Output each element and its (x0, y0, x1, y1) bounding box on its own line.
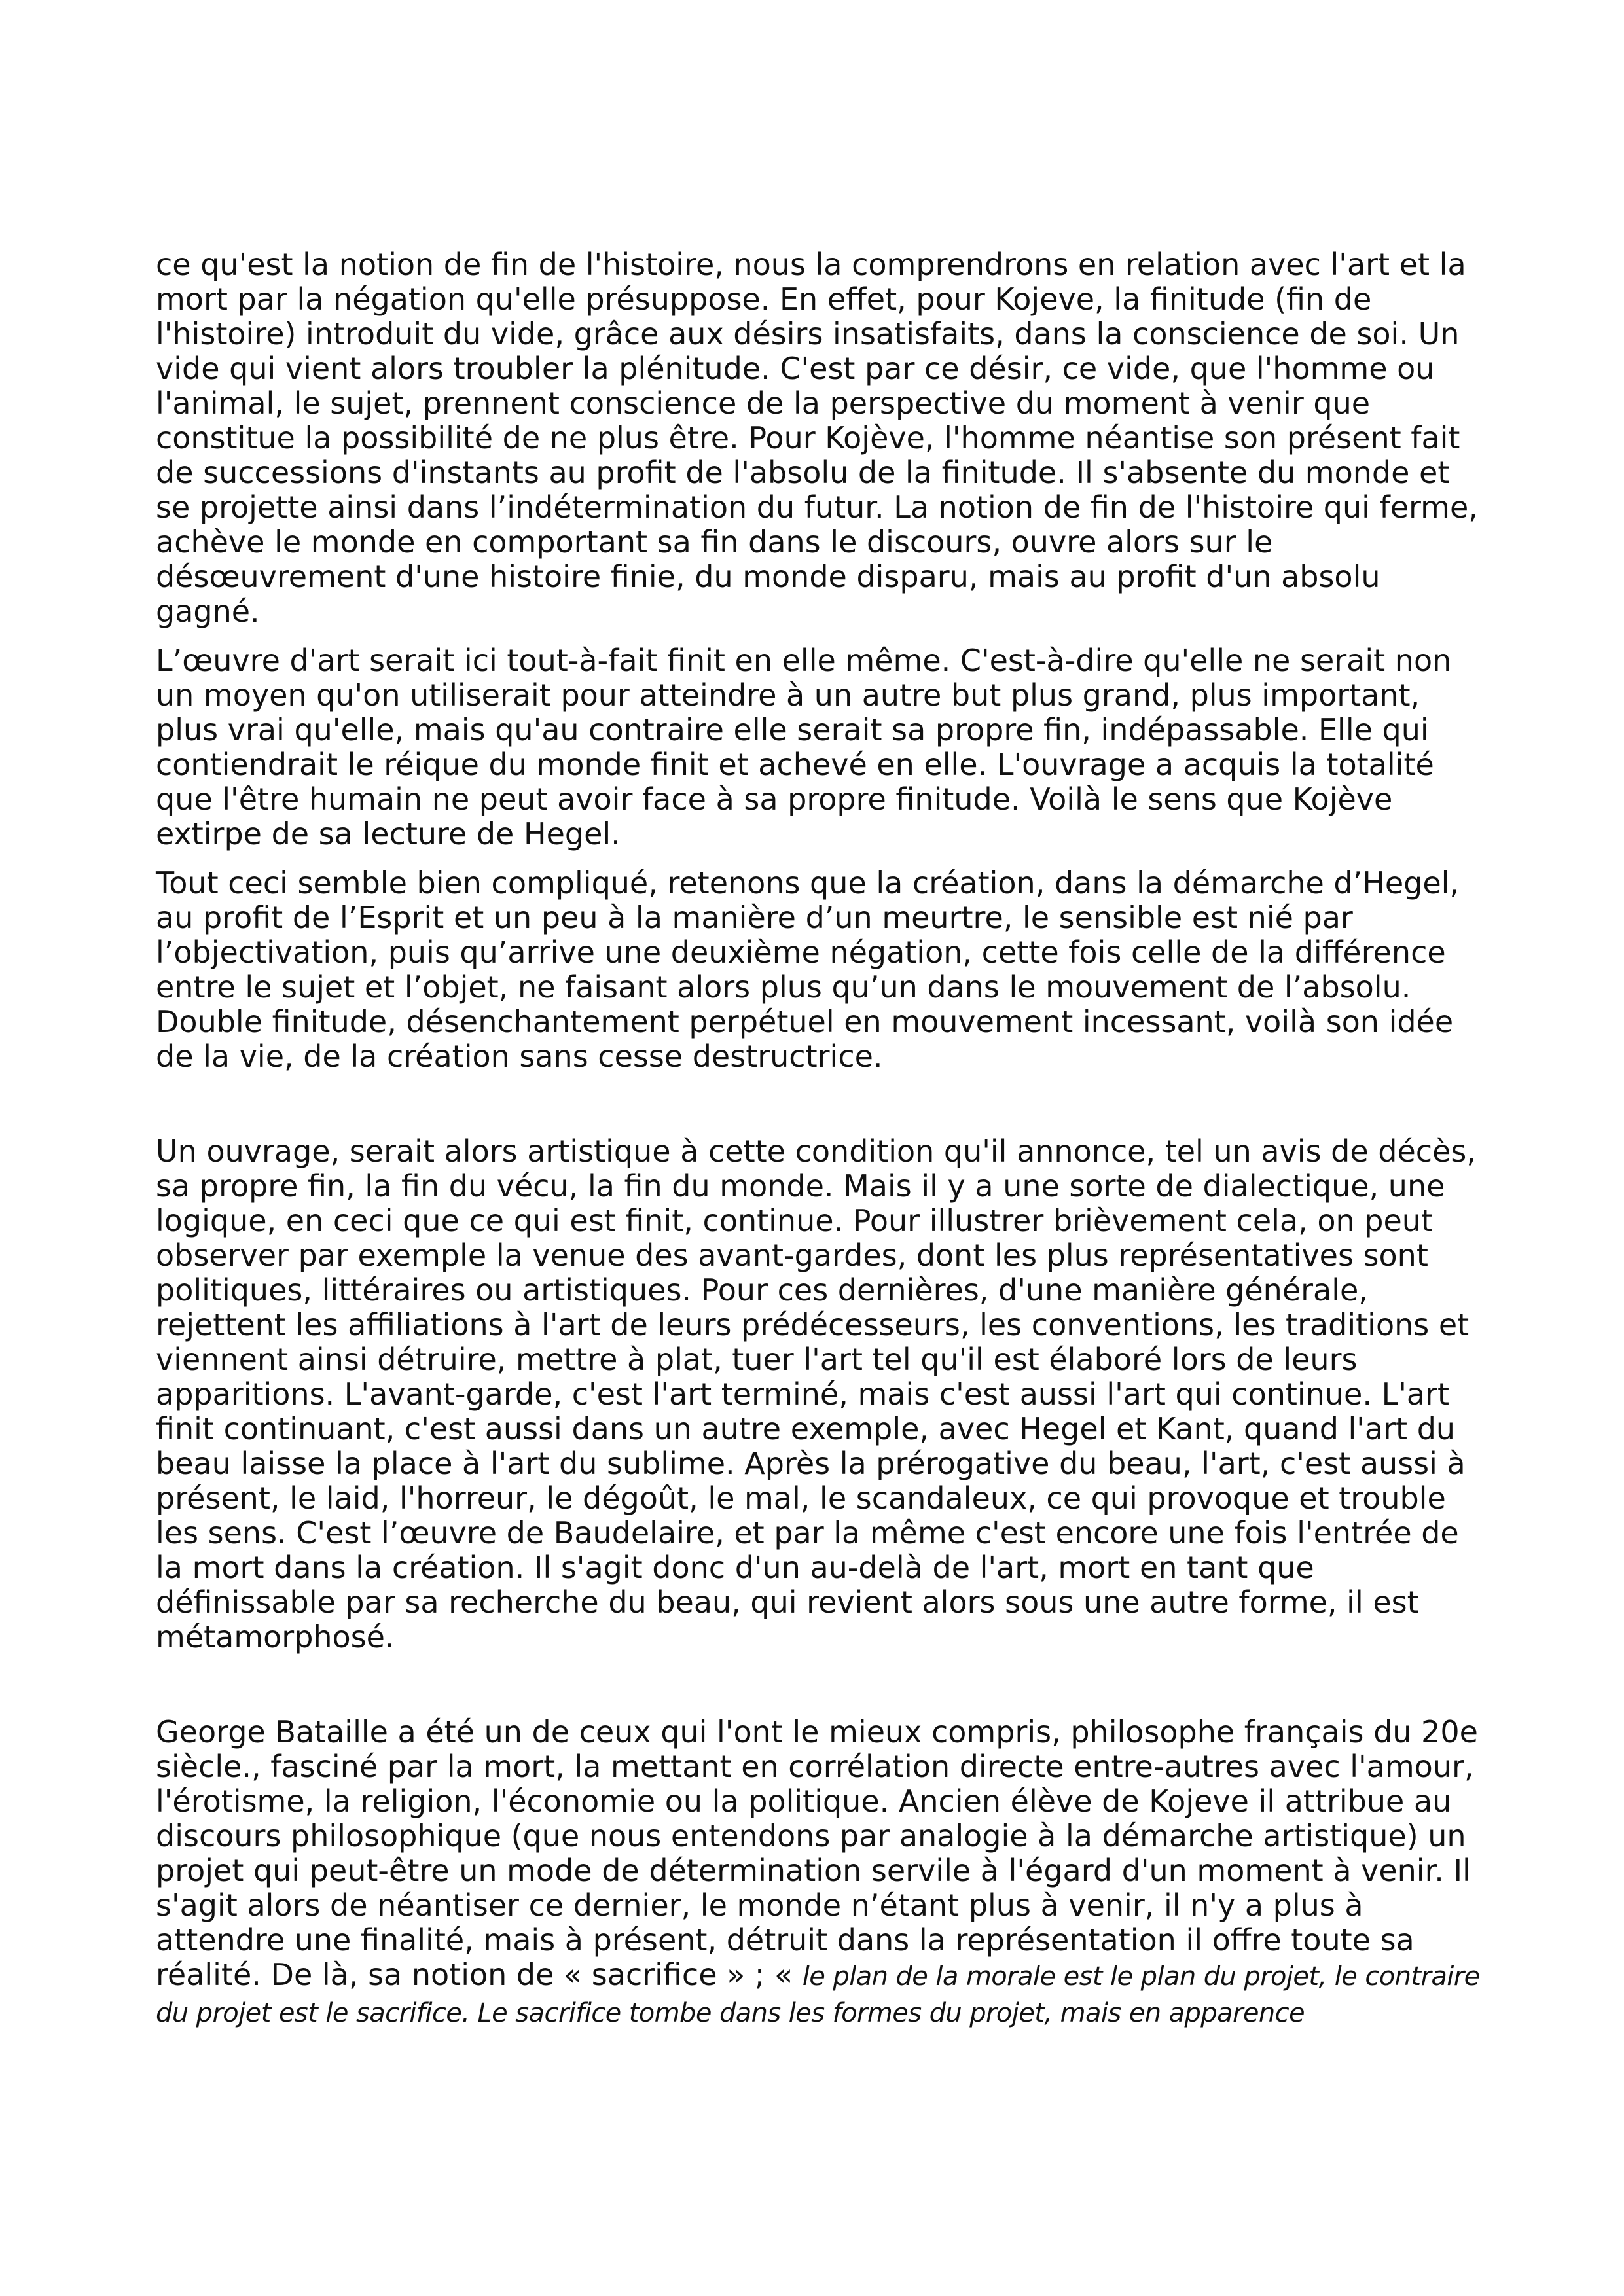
paragraph-bataille-text: George Bataille a été un de ceux qui l'ont le mieux compris, philosophe français du 20e siècle., fasciné par la mort, la mettant en corrélation directe entre-autres avec l'amour, l'érotisme, la religion, l'économie ou la politique. Ancien élève de Kojeve il attribue au discours philosophique (que nous entendons par analogie à la démarche artistique) un projet qui peut-être un mode de détermination servile à l'égard d'un moment à venir. Il s'agit alors de néantiser ce dernier, le monde n’étant plus à venir, il n'y a plus à attendre une finalité, mais à présent, détruit dans la représentation il offre toute sa réalité. De là, sa notion de « sacrifice » ; « (156, 1714, 1478, 1992)
paragraph-spacer (156, 1088, 1491, 1134)
paragraph-avant-gardes: Un ouvrage, serait alors artistique à cette condition qu'il annonce, tel un avis de décès, sa propre fin, la fin du vécu, la fin du monde. Mais il y a une sorte de dialectique, une logique, en ceci que ce qui est finit, continue. Pour illustrer brièvement cela, on peut observer par exemple la venue des avant-gardes, dont les plus représentatives sont politiques, littéraires ou artistiques. Pour ces dernières, d'une manière générale, rejettent les affiliations à l'art de leurs prédécesseurs, les conventions, les traditions et viennent ainsi détruire, mettre à plat, tuer l'art tel qu'il est élaboré lors de leurs apparitions. L'avant-garde, c'est l'art terminé, mais c'est aussi l'art qui continue. L'art finit continuant, c'est aussi dans un autre exemple, avec Hegel et Kant, quand l'art du beau laisse la place à l'art du sublime. Après la prérogative du beau, l'art, c'est aussi à présent, le laid, l'horreur, le dégoût, le mal, le scandaleux, ce qui provoque et trouble les sens. C'est l’œuvre de Baudelaire, et par la même c'est encore une fois l'entrée de la mort dans la création. Il s'agit donc d'un au-delà de l'art, mort en tant que définissable par sa recherche du beau, qui revient alors sous une autre forme, il est métamorphosé. (156, 1134, 1476, 1655)
paragraph-hegel: Tout ceci semble bien compliqué, retenons que la création, dans la démarche d’Hegel, au profit de l’Esprit et un peu à la manière d’un meurtre, le sensible est nié par l’objectivation, puis qu’arrive une deuxième négation, cette fois celle de la différence entre le sujet et l’objet, ne faisant alors plus qu’un dans le mouvement de l’absolu. Double finitude, désenchantement perpétuel en mouvement incessant, voilà son idée de la vie, de la création sans cesse destructrice. (156, 865, 1460, 1074)
paragraph-spacer (156, 1669, 1491, 1715)
document-page (156, 247, 1491, 2045)
paragraph-oeuvre-art: L’œuvre d'art serait ici tout-à-fait finit en elle même. C'est-à-dire qu'elle ne serait non un moyen qu'on utiliserait pour atteindre à un autre but plus grand, plus important, plus vrai qu'elle, mais qu'au contraire elle serait sa propre fin, indépassable. Elle qui contiendrait le réique du monde finit et achevé en elle. L'ouvrage a acquis la totalité que l'être humain ne peut avoir face à sa propre finitude. Voilà le sens que Kojève extirpe de sa lecture de Hegel. (156, 643, 1452, 852)
bataille-quote: le plan de la morale est le plan du projet, le contraire du projet est le sacrifice. Le sacrifice tombe dans les formes du projet, mais en apparence (156, 1962, 1480, 2028)
paragraph-fin-histoire: ce qu'est la notion de fin de l'histoire, nous la comprendrons en relation avec l'art et la mort par la négation qu'elle présuppose. En effet, pour Kojeve, la finitude (fin de l'histoire) introduit du vide, grâce aux désirs insatisfaits, dans la conscience de soi. Un vide qui vient alors troubler la plénitude. C'est par ce désir, ce vide, que l'homme ou l'animal, le sujet, prennent conscience de la perspective du moment à venir que constitue la possibilité de ne plus être. Pour Kojève, l'homme néantise son présent fait de successions d'instants au profit de l'absolu de la finitude. Il s'absente du monde et se projette ainsi dans l’indétermination du futur. La notion de fin de l'histoire qui ferme, achève le monde en comportant sa fin dans le discours, ouvre alors sur le désœuvrement d'une histoire finie, du monde disparu, mais au profit d'un absolu gagné. (156, 247, 1478, 629)
paragraph-bataille (156, 1715, 1491, 2031)
